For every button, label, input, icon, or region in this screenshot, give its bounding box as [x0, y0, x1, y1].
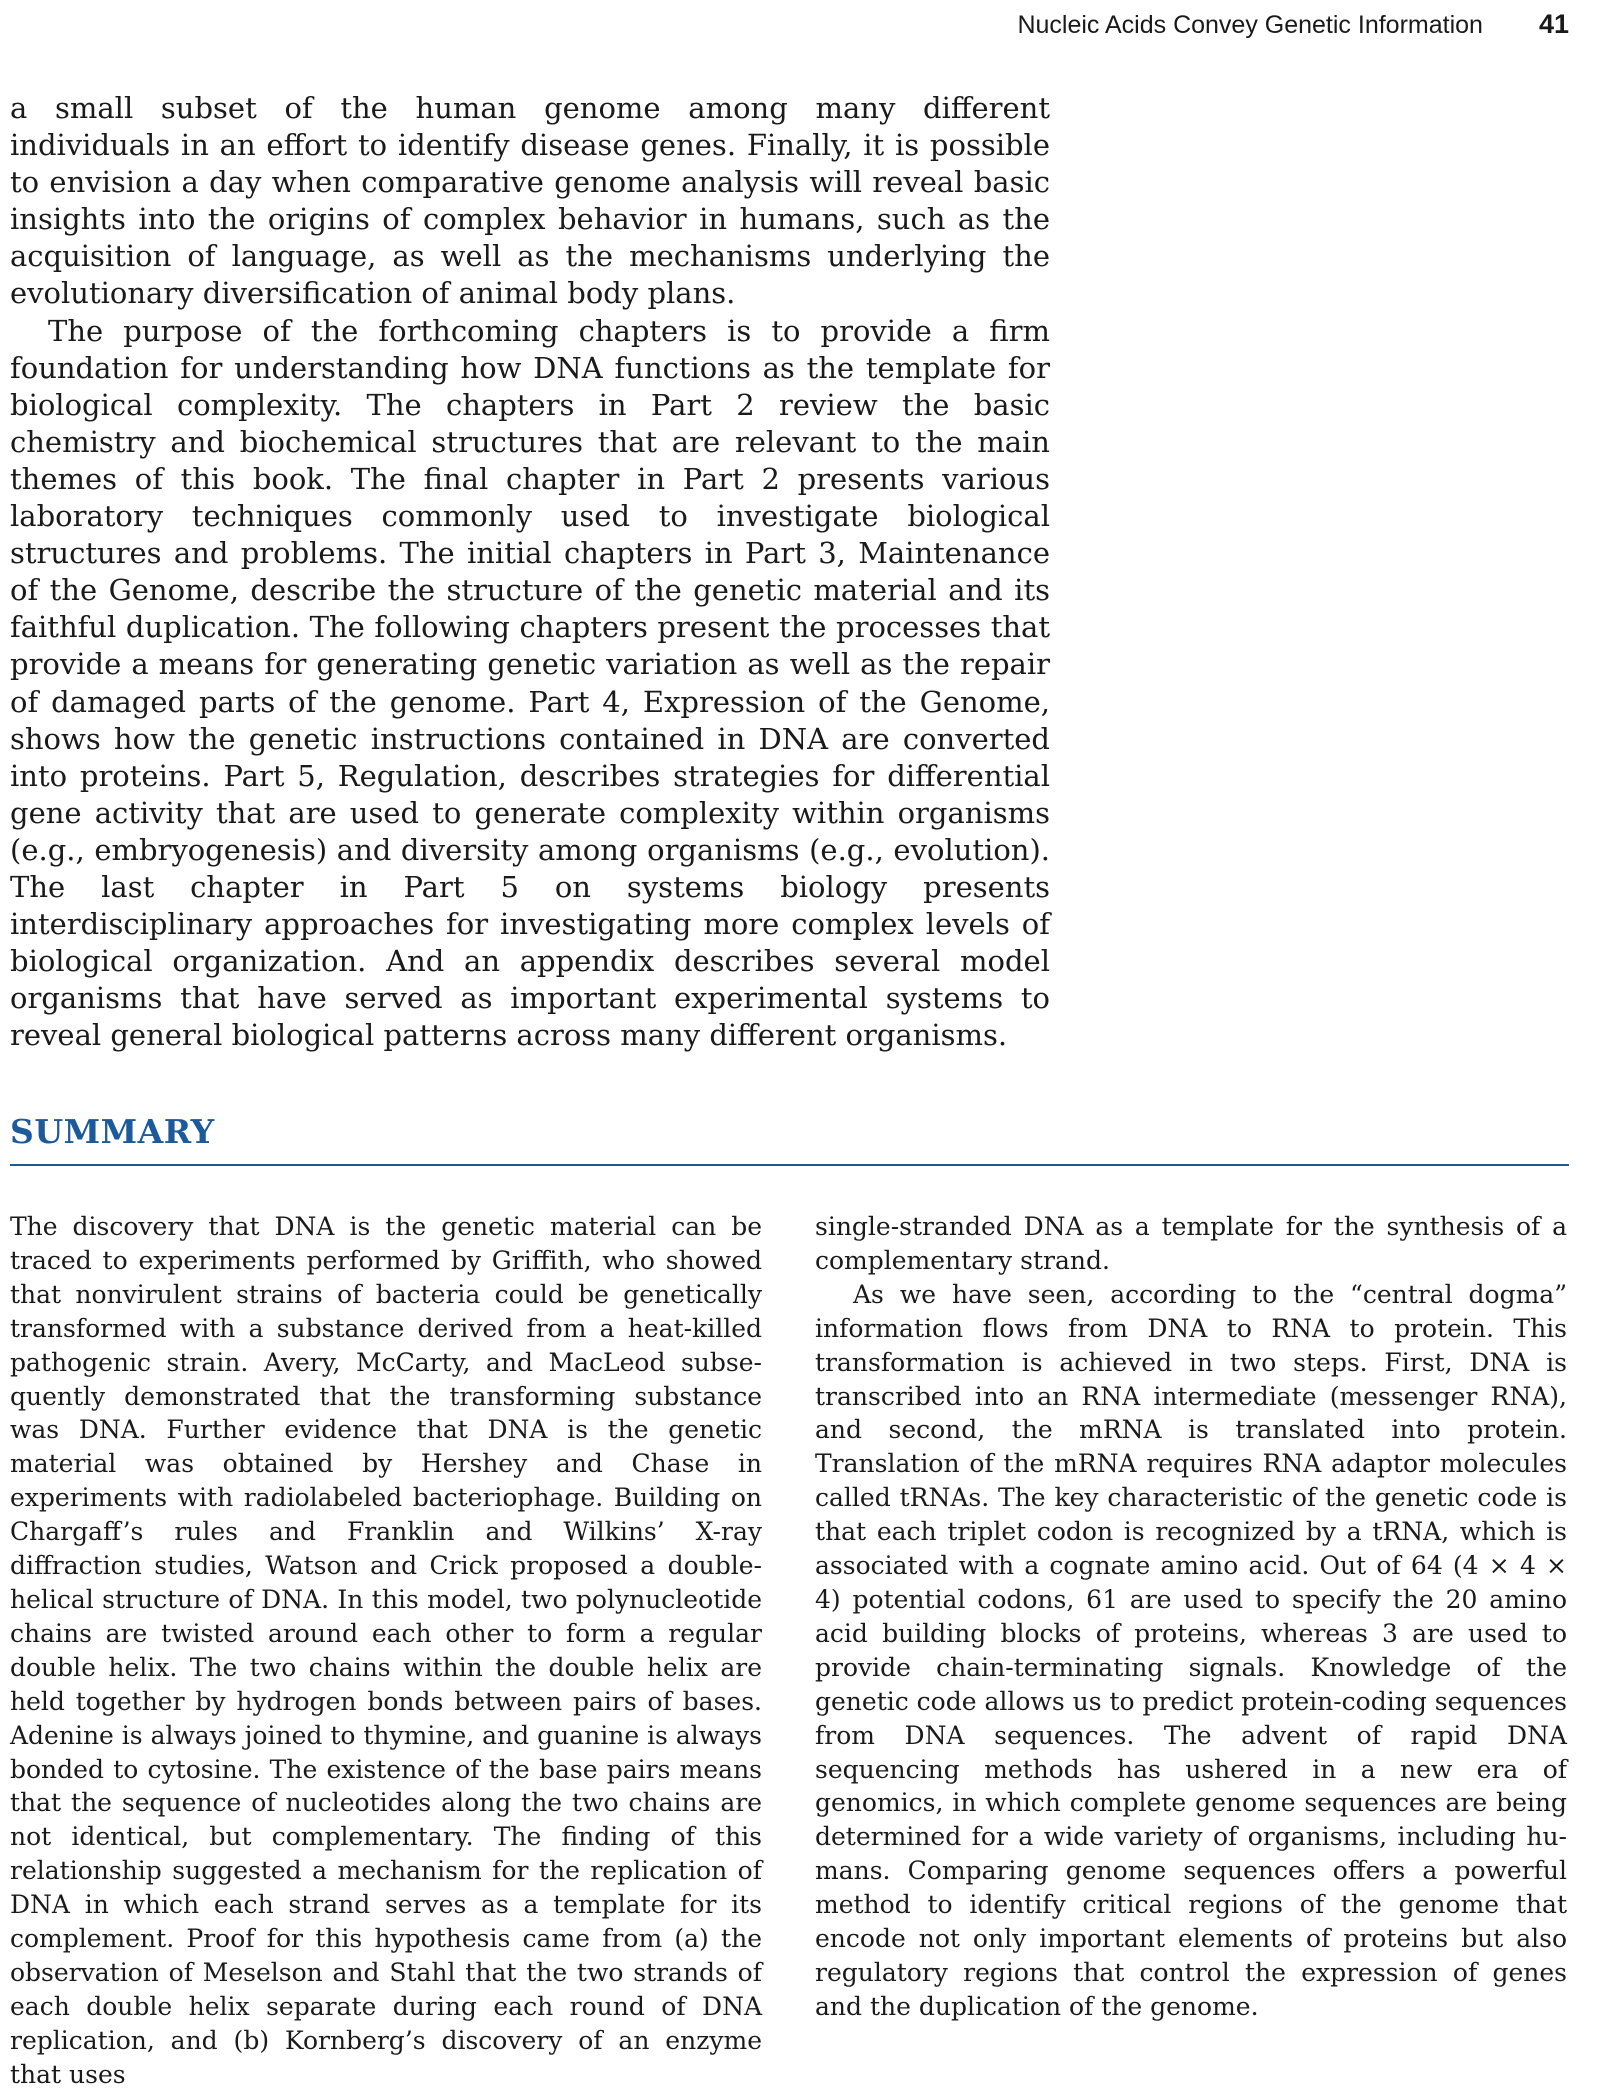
summary-left-column	[10, 1210, 762, 2092]
summary-right-paragraph-1: single-stranded DNA as a template for the synthesis of a complementary strand.	[815, 1212, 1567, 1275]
intro-paragraph-2: The purpose of the forthcoming chapters is to provide a firm foundation for understanding how DNA functions as the template for biological complexity. The chapters in Part 2 review the basic chemistry and biochemical structures that are relevant to the main themes of this book. The final chapter in Part 2 presents various laboratory techniques commonly used to investigate biological structures and problems. The initial chapters in Part 3, Maintenance of the Genome, describe the structure of the genetic material and its faithful duplication. The following chapters present the processes that provide a means for generating genetic variation as well as the repair of damaged parts of the genome. Part 4, Expression of the Genome, shows how the genetic instructions contained in DNA are converted into proteins. Part 5, Regulation, describes strategies for differential gene activity that are used to generate complexity within organisms (e.g., embryogenesis) and diversity among organisms (e.g., evolution). The last chapter in Part 5 on systems biology presents interdisciplinary approaches for investigating more complex levels of biological organization. And an appendix describes several model organisms that have served as important experimental systems to reveal general biological patterns across many different organisms.	[10, 313, 1050, 1053]
running-head	[1017, 6, 1569, 43]
summary-heading: SUMMARY	[10, 1112, 215, 1151]
summary-right-paragraph-2: As we have seen, according to the “central dogma” information flows from DNA to RNA to protein. This transformation is achieved in two steps. First, DNA is transcribed into an RNA intermediate (messenger RNA), and second, the mRNA is translated into protein. Translation of the mRNA requires RNA adaptor molecules called tRNAs. The key characteristic of the genetic code is that each triplet codon is recognized by a tRNA, which is associated with a cognate amino acid. Out of 64 (4 × 4 × 4) potential codons, 61 are used to specify the 20 amino acid building blocks of proteins, whereas 3 are used to provide chain-terminating signals. Knowledge of the genetic code allows us to predict protein-coding sequences from DNA sequences. The advent of rapid DNA sequencing methods has ushered in a new era of genomics, in which complete genome sequences are being determined for a wide variety of organisms, including humans. Comparing genome sequences offers a powerful method to identify critical regions of the genome that encode not only important elements of proteins but also regulatory regions that control the expression of genes and the duplication of the genome.	[815, 1279, 1568, 2021]
intro-text	[10, 90, 1050, 1054]
intro-paragraph-1: a small subset of the human genome among many different individuals in an effort to identify disease genes. Finally, it is possible to envision a day when comparative genome analysis will reveal basic insights into the origins of complex behavior in humans, such as the acquisition of language, as well as the mechanisms underlying the evolutionary diversification of animal body plans.	[10, 91, 1050, 311]
summary-divider	[10, 1164, 1569, 1166]
page-number: 41	[1538, 9, 1569, 39]
summary-right-column	[815, 1210, 1567, 2024]
summary-left-paragraph: The discovery that DNA is the genetic material can be traced to experiments performed by Griffith, who showed that nonvirulent strains of bacteria could be genetically transformed with a substance derived from a heat-killed pathogenic strain. Avery, McCarty, and MacLeod subsequently demonstrated that the transforming substance was DNA. Further evidence that DNA is the genetic material was obtained by Hershey and Chase in experiments with radiolabeled bacteriophage. Building on Chargaff’s rules and Franklin and Wilkins’ X-ray diffraction studies, Watson and Crick proposed a double-helical structure of DNA. In this model, two polynucleotide chains are twisted around each other to form a regular double helix. The two chains within the double helix are held together by hydrogen bonds between pairs of bases. Adenine is always joined to thymine, and guanine is always bonded to cytosine. The existence of the base pairs means that the sequence of nucleotides along the two chains are not identical, but complementary. The finding of this relationship suggested a mechanism for the replication of DNA in which each strand serves as a template for its complement. Proof for this hypothesis came from (a) the observation of Meselson and Stahl that the two strands of each double helix separate during each round of DNA replication, and (b) Kornberg’s discovery of an enzyme that uses	[10, 1212, 762, 2089]
running-head-title: Nucleic Acids Convey Genetic Information	[1017, 11, 1483, 39]
